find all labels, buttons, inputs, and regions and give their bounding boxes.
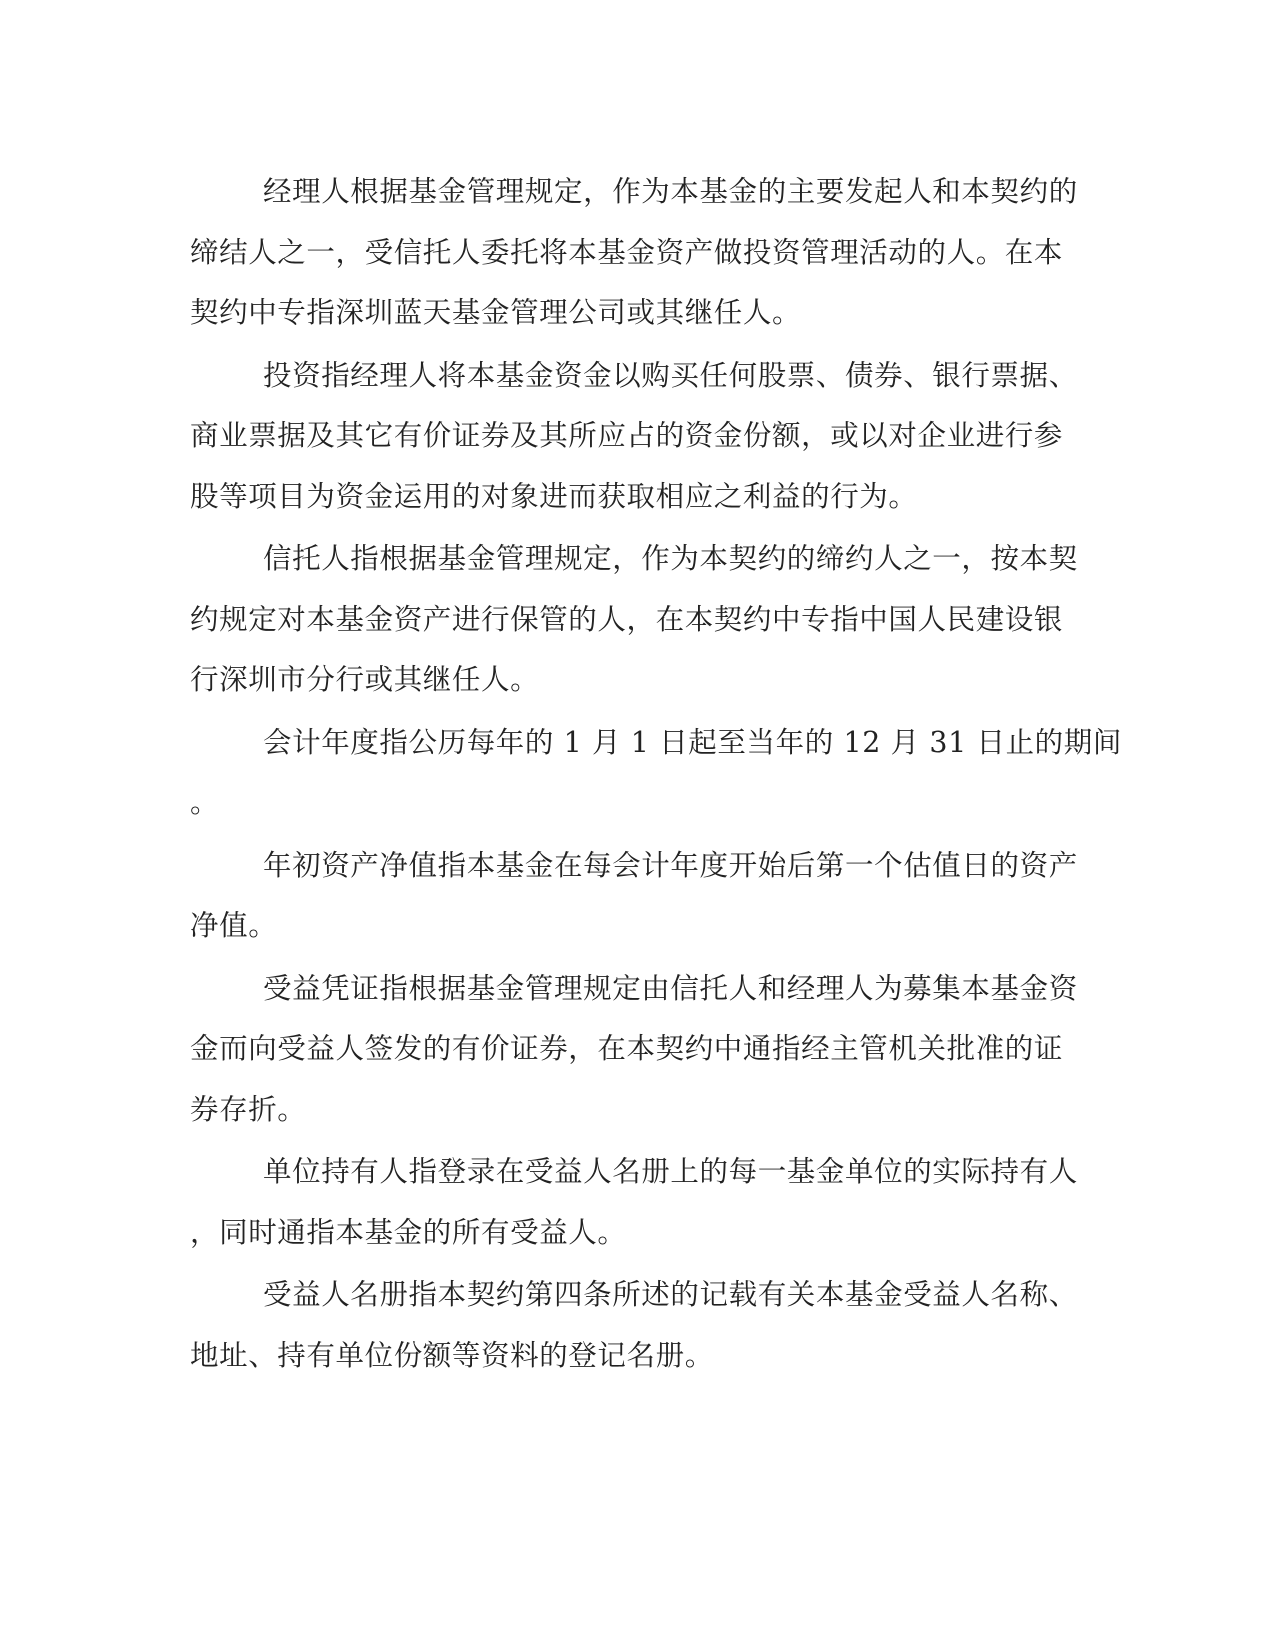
paragraph-line: 会计年度指公历每年的 1 月 1 日起至当年的 12 月 31 日止的期间	[263, 725, 1122, 759]
paragraph-line: 单位持有人指登录在受益人名册上的每一基金单位的实际持有人	[263, 1155, 1078, 1188]
paragraph-investment-definition	[190, 346, 1080, 528]
paragraph-line: 约规定对本基金资产进行保管的人，在本契约中专指中国人民建设银	[190, 602, 1064, 636]
paragraph-register-definition	[190, 1265, 1080, 1386]
paragraph-line: 受益人名册指本契约第四条所述的记载有关本基金受益人名称、	[263, 1278, 1078, 1311]
paragraph-fund-manager-definition	[190, 162, 1080, 344]
paragraph-line: 行深圳市分行或其继任人。	[190, 663, 540, 696]
paragraph-line: 受益凭证指根据基金管理规定由信托人和经理人为募集本基金资	[263, 971, 1078, 1005]
paragraph-line: 券存折。	[190, 1092, 307, 1126]
paragraph-line: 投资指经理人将本基金资金以购买任何股票、债券、银行票据、	[263, 358, 1078, 392]
paragraph-unitholder-definition	[190, 1142, 1080, 1263]
paragraph-line: 年初资产净值指本基金在每会计年度开始后第一个估值日的资产	[263, 848, 1078, 882]
paragraph-beneficiary-certificate-definition	[190, 959, 1080, 1141]
paragraph-line: 。	[190, 786, 220, 819]
paragraph-line: 经理人根据基金管理规定，作为本基金的主要发起人和本契约的	[263, 175, 1078, 208]
paragraph-trustee-definition	[190, 529, 1080, 711]
paragraph-fiscal-year-definition	[190, 713, 1122, 834]
paragraph-line: 契约中专指深圳蓝天基金管理公司或其继任人。	[190, 296, 802, 329]
paragraph-line: 净值。	[190, 909, 278, 942]
paragraph-line: 信托人指根据基金管理规定，作为本契约的缔约人之一，按本契	[263, 542, 1078, 575]
paragraph-line: 商业票据及其它有价证券及其所应占的资金份额，或以对企业进行参	[190, 419, 1064, 452]
paragraph-line: 股等项目为资金运用的对象进而获取相应之利益的行为。	[190, 479, 918, 513]
paragraph-line: 缔结人之一，受信托人委托将本基金资产做投资管理活动的人。在本	[190, 235, 1064, 269]
document-body	[190, 162, 1122, 1388]
paragraph-line: 地址、持有单位份额等资料的登记名册。	[190, 1338, 714, 1372]
paragraph-line: 金而向受益人签发的有价证券，在本契约中通指经主管机关批准的证	[190, 1032, 1064, 1065]
paragraph-opening-nav-definition	[190, 836, 1080, 957]
paragraph-line: ，同时通指本基金的所有受益人。	[190, 1215, 627, 1249]
